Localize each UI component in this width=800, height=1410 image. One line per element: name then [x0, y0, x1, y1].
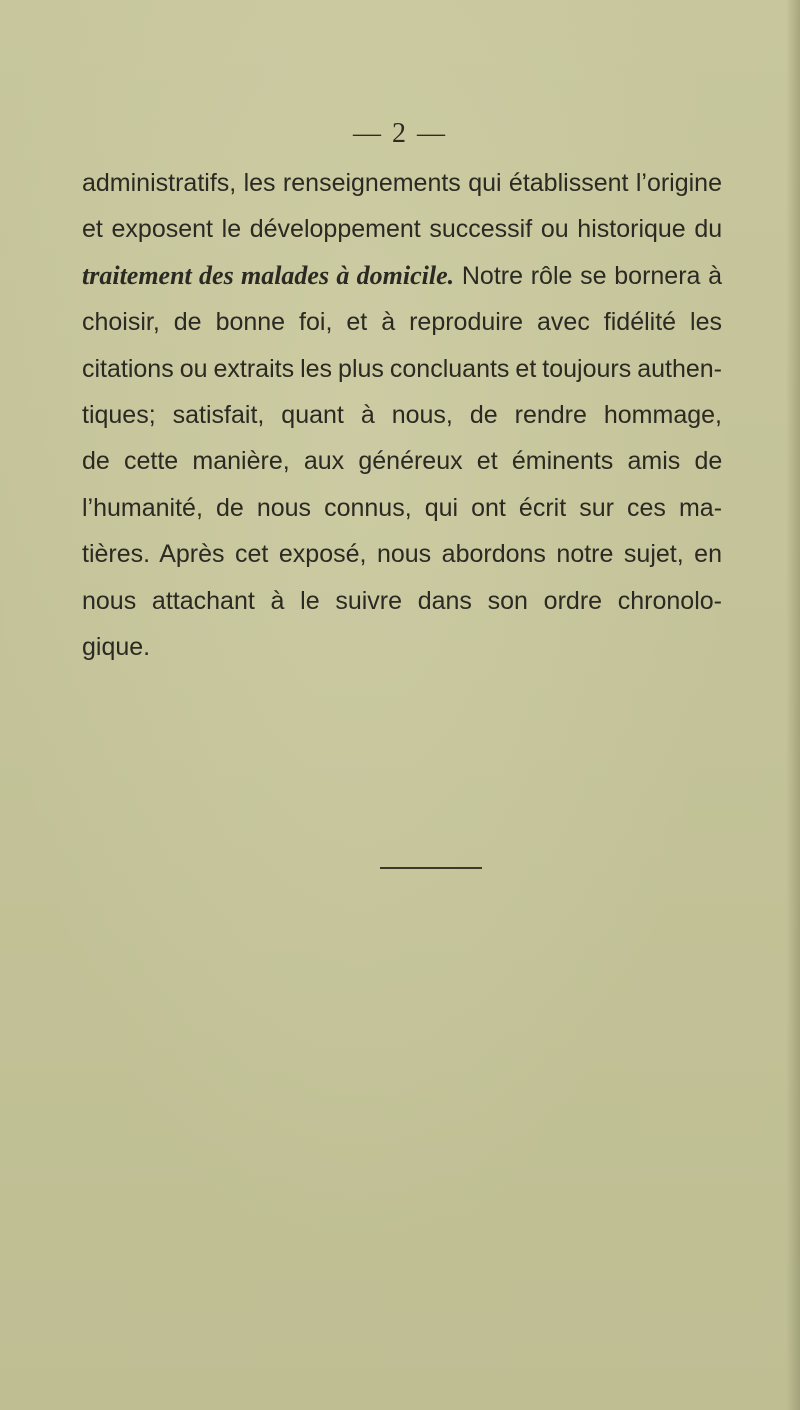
text-run: l’humanité, de nous connus, qui ont écrit sur ces ma-	[82, 493, 723, 522]
text-run: choisir, de bonne foi, et à reproduire avec fidélité les	[82, 308, 722, 337]
page-number: — 2 —	[353, 118, 447, 149]
text-run: gique.	[82, 633, 151, 662]
text-line	[82, 438, 722, 484]
text-run: et exposent le développement successif ou historique du	[82, 215, 723, 244]
text-line	[82, 578, 722, 624]
text-run: tiques; satisfait, quant à nous, de rendre hommage,	[82, 401, 722, 430]
text-line	[82, 206, 722, 252]
text-line	[82, 485, 722, 531]
text-line	[82, 253, 722, 299]
section-divider-rule	[380, 867, 482, 869]
text-line	[82, 299, 722, 345]
text-line	[82, 624, 722, 670]
text-run: tières. Après cet exposé, nous abordons notre sujet, en	[82, 540, 722, 569]
text-run: Notre rôle se bornera à	[454, 261, 723, 290]
text-line	[82, 160, 722, 206]
text-line	[82, 531, 722, 577]
italic-emphasis: traitement des malades à domicile.	[82, 260, 455, 290]
text-line	[82, 346, 722, 392]
page-edge-shadow	[786, 0, 800, 1410]
text-run: de cette manière, aux généreux et éminents amis de	[82, 447, 723, 476]
text-run: citations ou extraits les plus concluants et toujours authen-	[82, 354, 722, 383]
text-run: nous attachant à le suivre dans son ordre chronolo-	[82, 586, 722, 615]
body-paragraph	[82, 160, 722, 670]
text-run: administratifs, les renseignements qui établissent l’origine	[82, 169, 722, 197]
text-line	[82, 392, 722, 438]
